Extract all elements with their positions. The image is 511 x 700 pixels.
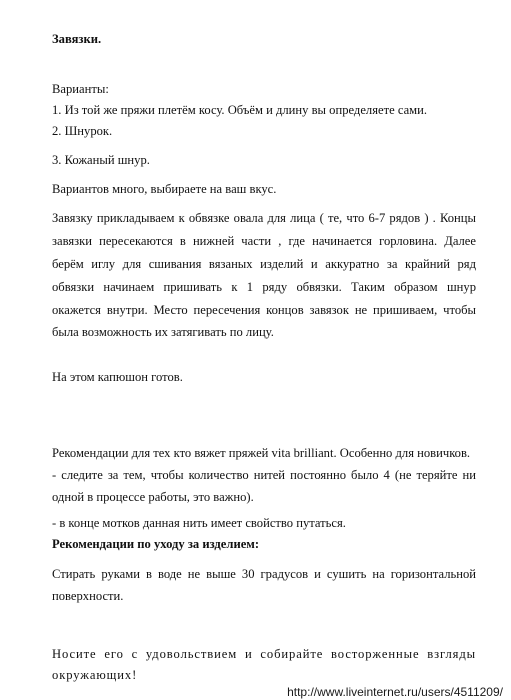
instruction-line-1: Завязку прикладываем к обвязке овала для лица ( те, что 6-7 рядов ) . Концы: [52, 211, 476, 225]
recommendation-2: - в конце мотков данная нить имеет свойство путаться.: [52, 516, 346, 530]
instruction-line-6: была возможность их затягивать по лицу.: [52, 325, 274, 339]
choice-note: Вариантов много, выбираете на ваш вкус.: [52, 182, 277, 196]
care-text-line-1: Стирать руками в воде не выше 30 градусов и сушить на горизонтальной: [52, 567, 476, 581]
section-title: Завязки.: [52, 32, 102, 46]
recommendation-1-line-2: одной в процессе работы, это важно).: [52, 490, 254, 504]
option-item-1: 1. Из той же пряжи плетём косу. Объём и длину вы определяете сами.: [52, 103, 428, 117]
recommendations-intro: Рекомендации для тех кто вяжет пряжей vita brilliant. Особенно для новичков.: [52, 446, 471, 460]
watermark-url: http://www.liveinternet.ru/users/4511209/: [287, 685, 503, 699]
instruction-line-4: обвязки начинаем пришивать к 1 ряду обвязки. Таким образом шнур: [52, 280, 476, 294]
closing-line-2: окружающих!: [52, 668, 138, 682]
recommendation-1-line-1: - следите за тем, чтобы количество нитей постоянно было 4 (не теряйте ни: [52, 468, 476, 482]
instruction-line-2: завязки пересекаются в нижней части , где начинается горловина. Далее: [52, 234, 476, 248]
options-heading: Варианты:: [52, 82, 109, 96]
closing-line-1: Носите его с удовольствием и собирайте восторженные взгляды: [52, 647, 476, 661]
care-heading: Рекомендации по уходу за изделием:: [52, 537, 260, 551]
option-item-2: 2. Шнурок.: [52, 124, 113, 138]
done-note: На этом капюшон готов.: [52, 370, 183, 384]
care-text-line-2: поверхности.: [52, 589, 124, 603]
instruction-line-3: берём иглу для сшивания вязаных изделий и аккуратно за крайний ряд: [52, 257, 476, 271]
instruction-line-5: окажется внутри. Место пересечения концов завязок не пришиваем, чтобы: [52, 303, 476, 317]
option-item-3: 3. Кожаный шнур.: [52, 153, 150, 167]
